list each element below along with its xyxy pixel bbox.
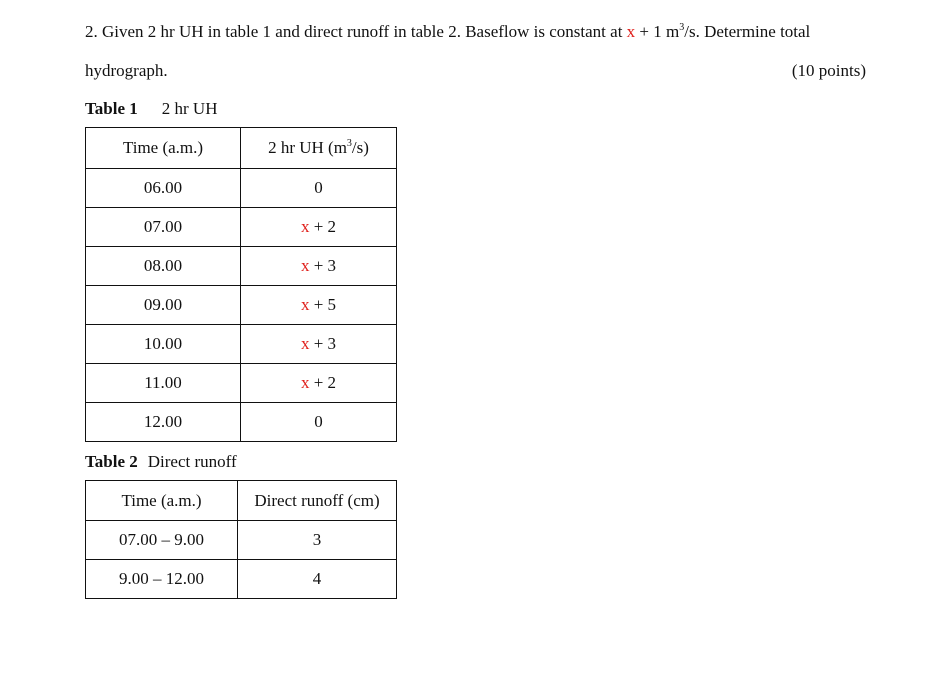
table1-header-time: Time (a.m.) bbox=[86, 128, 241, 169]
table1-unit-hydrograph bbox=[85, 127, 397, 442]
table-row bbox=[86, 325, 397, 364]
table-row bbox=[86, 208, 397, 247]
table1-time-cell: 07.00 bbox=[86, 208, 241, 247]
table1-uh-cell: x + 3 bbox=[241, 325, 397, 364]
table2-caption bbox=[85, 452, 237, 472]
table2-header-time: Time (a.m.) bbox=[86, 481, 238, 521]
table1-time-cell: 10.00 bbox=[86, 325, 241, 364]
table2-caption-label: Table 2 bbox=[85, 452, 138, 471]
table-row bbox=[86, 560, 397, 599]
table-header-row bbox=[86, 481, 397, 521]
table2-direct-runoff bbox=[85, 480, 397, 599]
table2-caption-title: Direct runoff bbox=[147, 452, 237, 471]
table2-header-runoff: Direct runoff (cm) bbox=[238, 481, 397, 521]
table1-header-uh: 2 hr UH $(m^3/s)$ bbox=[241, 128, 397, 169]
table2-runoff-cell: 3 bbox=[238, 521, 397, 560]
table1-caption-title: 2 hr UH bbox=[161, 99, 218, 118]
question-suffix: /s. Determine total bbox=[684, 22, 811, 41]
table1-caption bbox=[85, 99, 217, 119]
baseflow-expression: + 1 m bbox=[635, 22, 680, 41]
table1-uh-cell: x + 2 bbox=[241, 364, 397, 403]
points-label: (10 points) bbox=[791, 61, 866, 80]
table1-caption-label: Table 1 bbox=[85, 99, 138, 118]
table1-uh-cell: x + 5 bbox=[241, 286, 397, 325]
table-row bbox=[86, 521, 397, 560]
table-row bbox=[86, 169, 397, 208]
table1-uh-cell: x + 2 bbox=[241, 208, 397, 247]
question-text-line2: hydrograph. bbox=[85, 61, 168, 80]
table-row bbox=[86, 286, 397, 325]
variable-x: x bbox=[626, 22, 636, 41]
table1-time-cell: 06.00 bbox=[86, 169, 241, 208]
table1-time-cell: 09.00 bbox=[86, 286, 241, 325]
unit-superscript: 3 bbox=[679, 22, 685, 33]
question-prefix: 2. Given 2 hr UH in table 1 and direct runoff in table 2. Baseflow is constant at bbox=[85, 22, 627, 41]
table-row bbox=[86, 364, 397, 403]
table1-uh-cell: 0 bbox=[241, 403, 397, 442]
table-header-row bbox=[86, 128, 397, 169]
table1-time-cell: 12.00 bbox=[86, 403, 241, 442]
table1-time-cell: 11.00 bbox=[86, 364, 241, 403]
table-row bbox=[86, 247, 397, 286]
question-text-line1 bbox=[85, 22, 810, 42]
table2-time-cell: 07.00 – 9.00 bbox=[86, 521, 238, 560]
table1-uh-cell: x + 3 bbox=[241, 247, 397, 286]
table-row bbox=[86, 403, 397, 442]
table2-time-cell: 9.00 – 12.00 bbox=[86, 560, 238, 599]
table2-runoff-cell: 4 bbox=[238, 560, 397, 599]
table1-time-cell: 08.00 bbox=[86, 247, 241, 286]
table1-uh-cell: 0 bbox=[241, 169, 397, 208]
